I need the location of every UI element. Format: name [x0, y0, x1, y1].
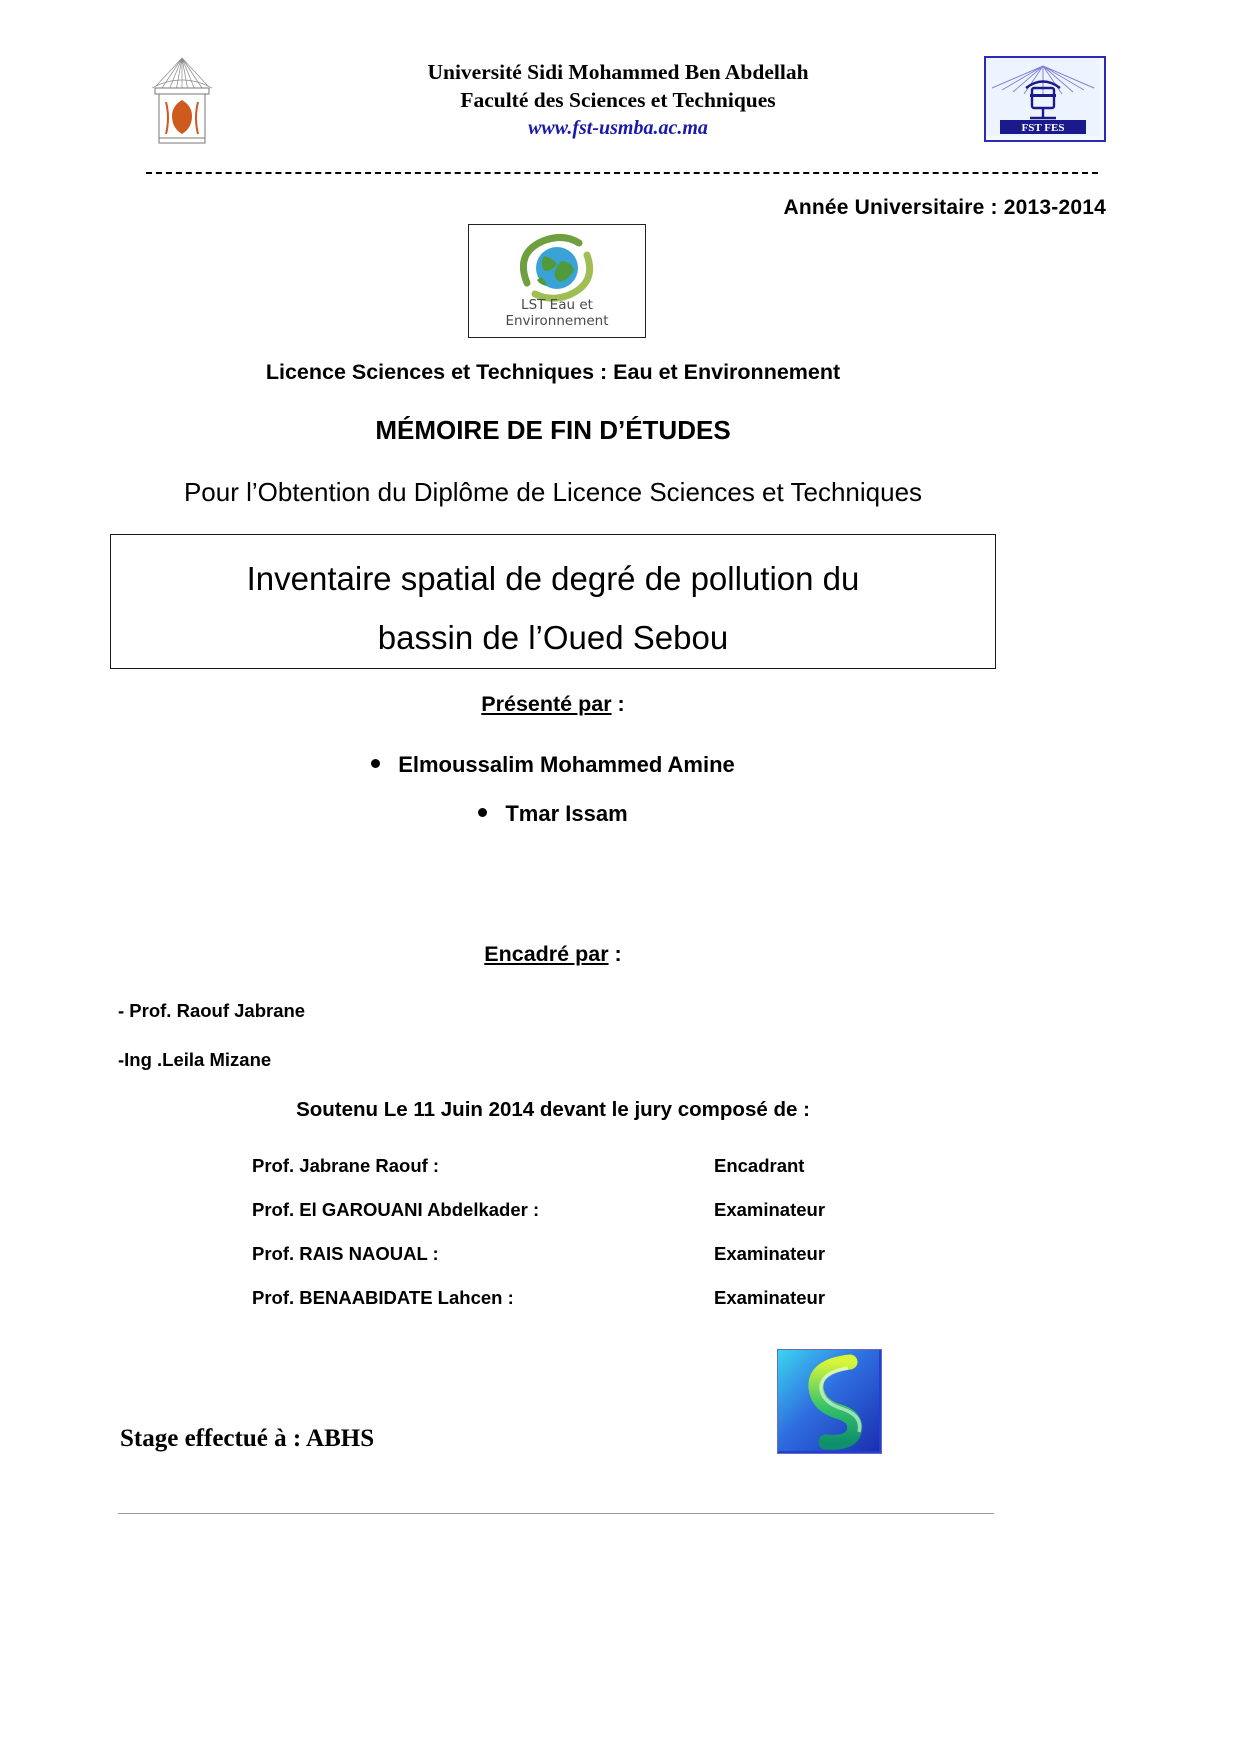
- thesis-title-line-2: bassin de l’Oued Sebou: [377, 619, 729, 656]
- thesis-title-box: [110, 534, 996, 669]
- website-url[interactable]: www.fst-usmba.ac.ma: [528, 117, 708, 139]
- jury-member-role: Encadrant: [714, 1155, 805, 1176]
- presented-by-colon: :: [611, 692, 625, 716]
- jury-member-name: Prof. Jabrane Raouf :: [252, 1155, 440, 1176]
- fst-fes-logo-icon: [984, 56, 1106, 142]
- supervised-by-heading: [110, 942, 996, 967]
- supervised-by-colon: :: [608, 942, 622, 966]
- university-name: Université Sidi Mohammed Ben Abdellah: [427, 60, 809, 84]
- memoire-line: MÉMOIRE DE FIN D’ÉTUDES: [375, 415, 731, 445]
- thesis-title-line-1: Inventaire spatial de degré de pollution du: [246, 560, 860, 597]
- defense-line: Soutenu Le 11 Juin 2014 devant le jury composé de :: [296, 1098, 810, 1121]
- supervised-by-label: Encadré par: [484, 942, 609, 966]
- bullet-icon: [371, 759, 380, 768]
- jury-member-role: Examinateur: [714, 1287, 826, 1308]
- table-row: [252, 1243, 952, 1265]
- diploma-line: Pour l’Obtention du Diplôme de Licence Sciences et Techniques: [183, 477, 923, 507]
- author-name: Tmar Issam: [505, 801, 628, 826]
- header-text-block: [268, 58, 968, 142]
- jury-table: [252, 1155, 952, 1331]
- table-row: [252, 1287, 952, 1309]
- jury-member-role: Examinateur: [714, 1199, 826, 1220]
- program-logo-caption: LST Eau et Environnement: [505, 297, 609, 329]
- document-header: [138, 52, 1106, 157]
- academic-year: Année Universitaire : 2013-2014: [783, 196, 1106, 219]
- program-logo-box: [468, 224, 646, 338]
- author-name: Elmoussalim Mohammed Amine: [398, 752, 735, 777]
- bullet-icon: [478, 808, 487, 817]
- licence-line: Licence Sciences et Techniques : Eau et Environnement: [265, 360, 841, 384]
- footer-divider: [118, 1513, 994, 1514]
- faculty-name: Faculté des Sciences et Techniques: [460, 88, 776, 112]
- jury-member-name: Prof. El GAROUANI Abdelkader :: [252, 1199, 540, 1220]
- table-row: [252, 1155, 952, 1177]
- abhs-logo-icon: [777, 1349, 882, 1454]
- jury-member-role: Examinateur: [714, 1243, 826, 1264]
- internship-line: Stage effectué à : ABHS: [120, 1425, 375, 1452]
- presented-by-label: Présenté par: [481, 692, 612, 716]
- list-item: [110, 801, 996, 827]
- list-item: [110, 752, 996, 778]
- authors-list: [110, 752, 996, 850]
- jury-member-name: Prof. RAIS NAOUAL :: [252, 1243, 439, 1264]
- header-divider: [146, 172, 1098, 174]
- jury-member-name: Prof. BENAABIDATE Lahcen :: [252, 1287, 514, 1308]
- table-row: [252, 1199, 952, 1221]
- university-seal-icon: [138, 52, 226, 144]
- supervisor-1: - Prof. Raouf Jabrane: [118, 1000, 306, 1021]
- supervisor-2: -Ing .Leila Mizane: [118, 1049, 272, 1070]
- svg-text:FST FES: FST FES: [1021, 122, 1065, 134]
- presented-by-heading: [110, 692, 996, 717]
